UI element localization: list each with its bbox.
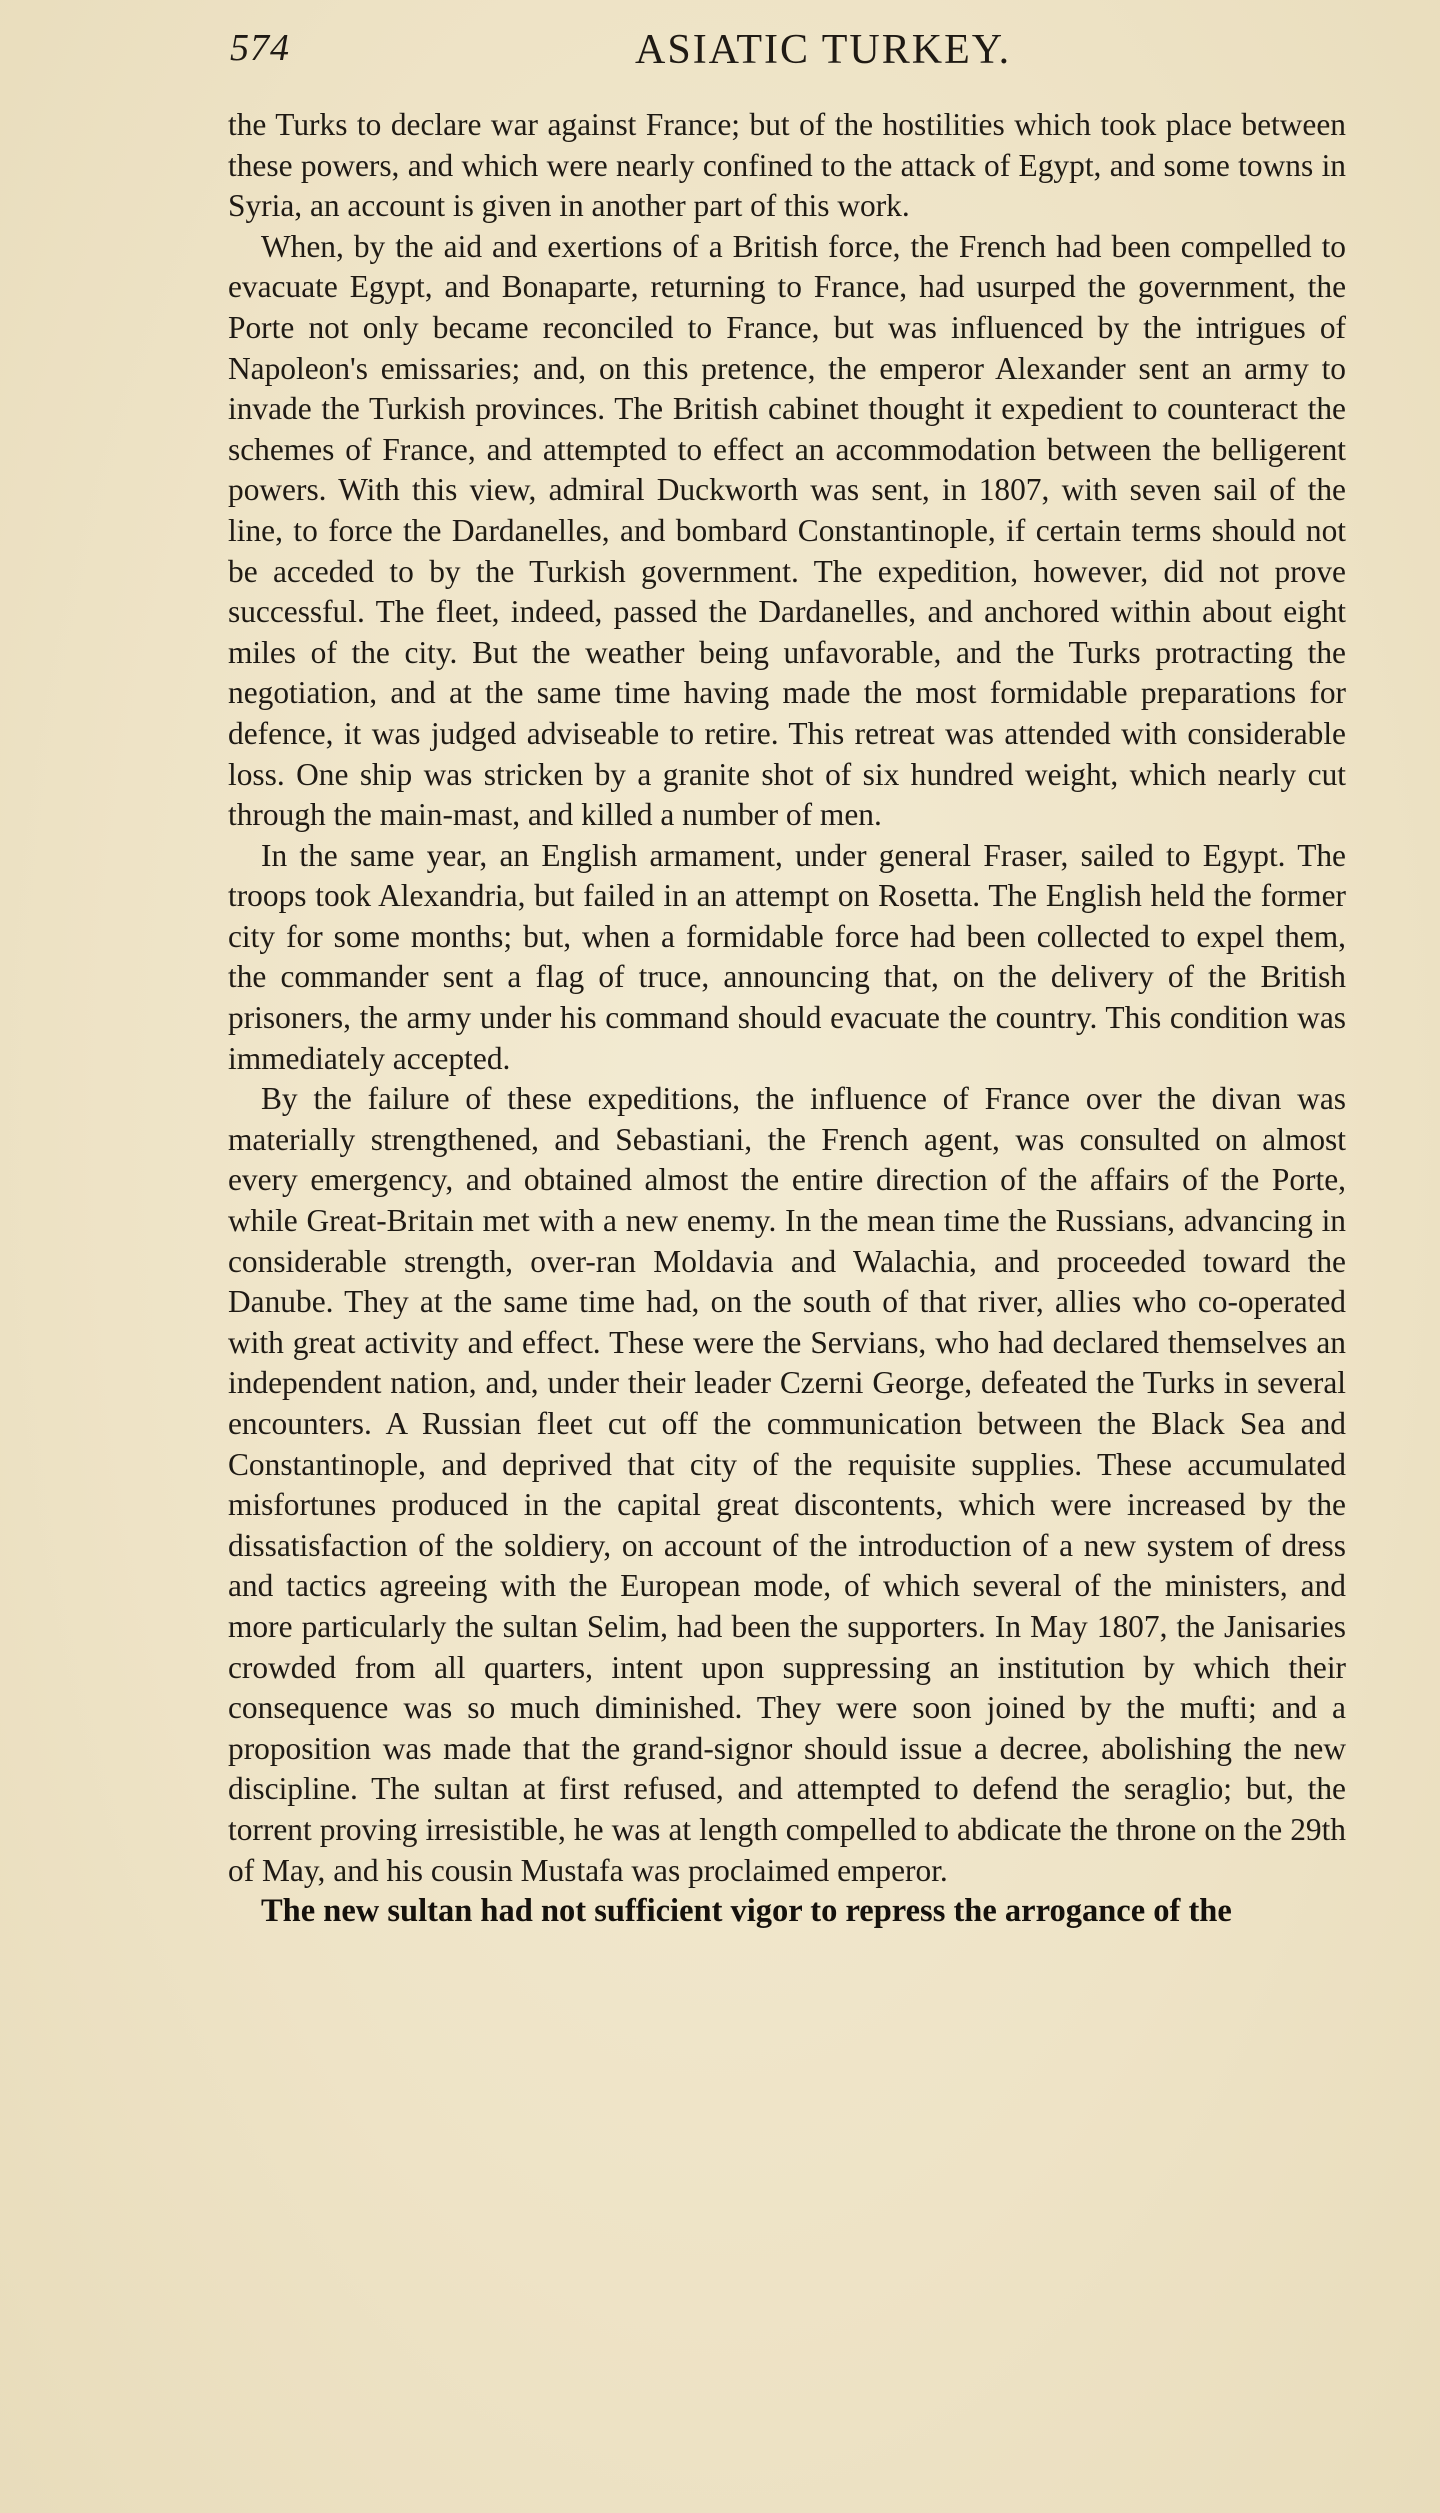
paragraph-fraser-expedition: In the same year, an English armament, under general Fraser, sailed to Egypt. The troops took Alexandria, but failed in an attempt on Rosetta. The English held the former city for some months; but, when a formidable force had been collected to expel them, the commander sent a flag of truce, announcing that, on the delivery of the British prisoners, the army under his command should evacuate the country. This condition was immediately accepted. [228, 837, 1346, 1076]
paragraph-french-influence: By the failure of these expeditions, the influence of France over the divan was materially strengthened, and Sebastiani, the French agent, was consulted on almost every emergency, and obtained almost the entire direction of the affairs of the Porte, while Great-Britain met with a new enemy. In the mean time the Russians, advancing in considerable strength, over-ran Moldavia and Walachia, and proceeded toward the Danube. They at the same time had, on the south of that river, allies who co-operated with great activity and effect. These were the Servians, who had declared themselves an independent nation, and, under their leader Czerni George, defeated the Turks in several encounters. A Russian fleet cut off the communication between the Black Sea and Constantinople, and deprived that city of the requisite supplies. These accumulated misfortunes produced in the capital great discontents, which were increased by the dissatisfaction of the soldiery, on account of the introduction of a new system of dress and tactics agreeing with the European mode, of which several of the ministers, and more particularly the sultan Selim, had been the supporters. In May 1807, the Janisaries crowded from all quarters, intent upon suppressing an institution by which their consequence was so much diminished. They were soon joined by the mufti; and a proposition was made that the grand-signor should issue a decree, abolishing the new discipline. The sultan at first refused, and attempted to defend the seraglio; but, the torrent proving irresistible, he was at length compelled to abdicate the throne on the 29th of May, and his cousin Mustafa was proclaimed emperor. [228, 1081, 1346, 1888]
paragraph-duckworth-expedition: When, by the aid and exertions of a British force, the French had been compelled to evacuate Egypt, and Bonaparte, returning to France, had usurped the government, the Porte not only became reconciled to France, but was influenced by the intrigues of Napoleon's emissaries; and, on this pretence, the emperor Alexander sent an army to invade the Turkish provinces. The British cabinet thought it expedient to counteract the schemes of France, and attempted to effect an accommodation between the belligerent powers. With this view, admiral Duckworth was sent, in 1807, with seven sail of the line, to force the Dardanelles, and bombard Constantinople, if certain terms should not be acceded to by the Turkish government. The expedition, however, did not prove successful. The fleet, indeed, passed the Dardanelles, and anchored within about eight miles of the city. But the weather being unfavorable, and the Turks protracting the negotiation, and at the same time having made the most formidable preparations for defence, it was judged adviseable to retire. This retreat was attended with considerable loss. One ship was stricken by a granite shot of six hundred weight, which nearly cut through the main-mast, and killed a number of men. [228, 228, 1346, 833]
page-number: 574 [230, 27, 290, 69]
body-text [228, 105, 1346, 1932]
running-title: ASIATIC TURKEY. [635, 27, 1012, 73]
page-header [230, 26, 1330, 86]
paragraph-continuation: the Turks to declare war against France; but of the hostilities which took place between these powers, and which were nearly confined to the attack of Egypt, and some towns in Syria, an account is given in another part of this work. [228, 107, 1346, 224]
paragraph-new-sultan: The new sultan had not sufficient vigor to repress the arrogance of the [261, 1893, 1232, 1930]
